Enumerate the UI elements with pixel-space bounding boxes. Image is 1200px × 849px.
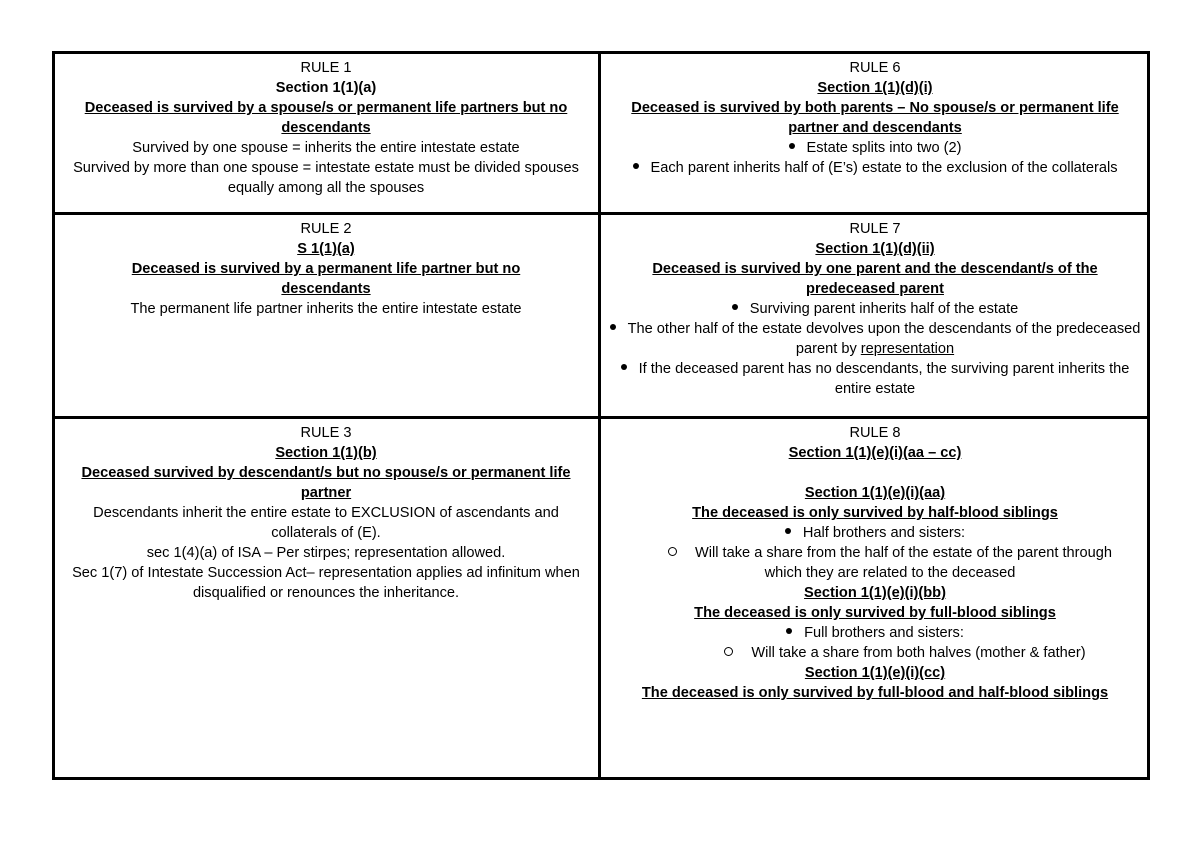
rule-3-section: Section 1(1)(b) [275,445,377,461]
rule-7-heading: Deceased is survived by one parent and the descendant/s of the predeceased parent [652,261,1098,297]
rule-6-cell [606,54,1144,212]
rule-3-line-3: Sec 1(7) of Intestate Succession Act– representation applies ad infinitum when disqualified or renounces the inheritance. [72,565,580,601]
rule-8-aa-section: Section 1(1)(e)(i)(aa) [804,485,946,501]
rule-8-bb-heading: The deceased is only survived by full-blood siblings [694,605,1056,621]
representation-term: representation [860,341,955,357]
rule-3-heading: Deceased survived by descendant/s but no spouse/s or permanent life partner [81,465,571,501]
rule-6-title: RULE 6 [849,60,901,76]
rule-2-heading: Deceased is survived by a permanent life partner but no descendants [131,261,521,297]
rule-7-title: RULE 7 [849,221,901,237]
rule-2-line-1: The permanent life partner inherits the entire intestate estate [130,301,522,317]
sub-list-item: Will take a share from both halves (mother & father) [606,643,1144,663]
list-item: Each parent inherits half of (E’s) estate to the exclusion of the collaterals [606,158,1144,178]
rule-8-cc-heading: The deceased is only survived by full-blood and half-blood siblings [641,685,1109,701]
rule-3-line-1: Descendants inherit the entire estate to EXCLUSION of ascendants and collaterals of (E). [93,505,559,541]
rule-8-title: RULE 8 [849,425,901,441]
rule-6-heading: Deceased is survived by both parents – No spouse/s or permanent life partner and descendants [631,100,1119,136]
rule-8-bb-section: Section 1(1)(e)(i)(bb) [804,585,946,601]
bullet-icon [610,324,616,330]
sub-bullet-icon [724,647,733,656]
rule-1-line-1: Survived by one spouse = inherits the entire intestate estate [132,140,520,156]
spacer [606,463,1144,483]
list-item: Half brothers and sisters: [606,523,1144,543]
rule-1-cell [60,54,592,212]
rule-2-title: RULE 2 [300,221,352,237]
rule-7-section: Section 1(1)(d)(ii) [815,241,935,257]
list-item: The other half of the estate devolves upon the descendants of the predeceased parent by representation [606,319,1144,359]
sub-list-item: Will take a share from the half of the estate of the parent through which they are related to the deceased [606,543,1144,583]
bullet-icon [785,528,791,534]
bullet-icon [789,143,795,149]
list-item: Estate splits into two (2) [606,138,1144,158]
rule-3-title: RULE 3 [300,425,352,441]
bullet-icon [732,304,738,310]
list-item: Surviving parent inherits half of the estate [606,299,1144,319]
rule-8-cell [606,419,1144,777]
rule-1-section: Section 1(1)(a) [275,80,377,96]
rule-8-section: Section 1(1)(e)(i)(aa – cc) [788,445,962,461]
rule-1-heading: Deceased is survived by a spouse/s or permanent life partners but no descendants [84,100,568,136]
rule-7-cell [606,215,1144,415]
rule-1-line-2: Survived by more than one spouse = intestate estate must be divided spouses equally among all the spouses [73,160,579,196]
rule-2-section: S 1(1)(a) [297,241,355,257]
bullet-icon [621,364,627,370]
bullet-icon [786,628,792,634]
rule-8-aa-heading: The deceased is only survived by half-blood siblings [692,505,1058,521]
list-item: Full brothers and sisters: [606,623,1144,643]
rule-1-title: RULE 1 [300,60,352,76]
bullet-icon [633,163,639,169]
rule-6-section: Section 1(1)(d)(i) [817,80,933,96]
rule-3-cell [60,419,592,777]
rule-8-cc-section: Section 1(1)(e)(i)(cc) [804,665,946,681]
rule-2-cell [60,215,592,415]
rule-3-line-2: sec 1(4)(a) of ISA – Per stirpes; representation allowed. [146,545,506,561]
list-item: If the deceased parent has no descendants, the surviving parent inherits the entire estate [606,359,1144,399]
sub-bullet-icon [668,547,677,556]
